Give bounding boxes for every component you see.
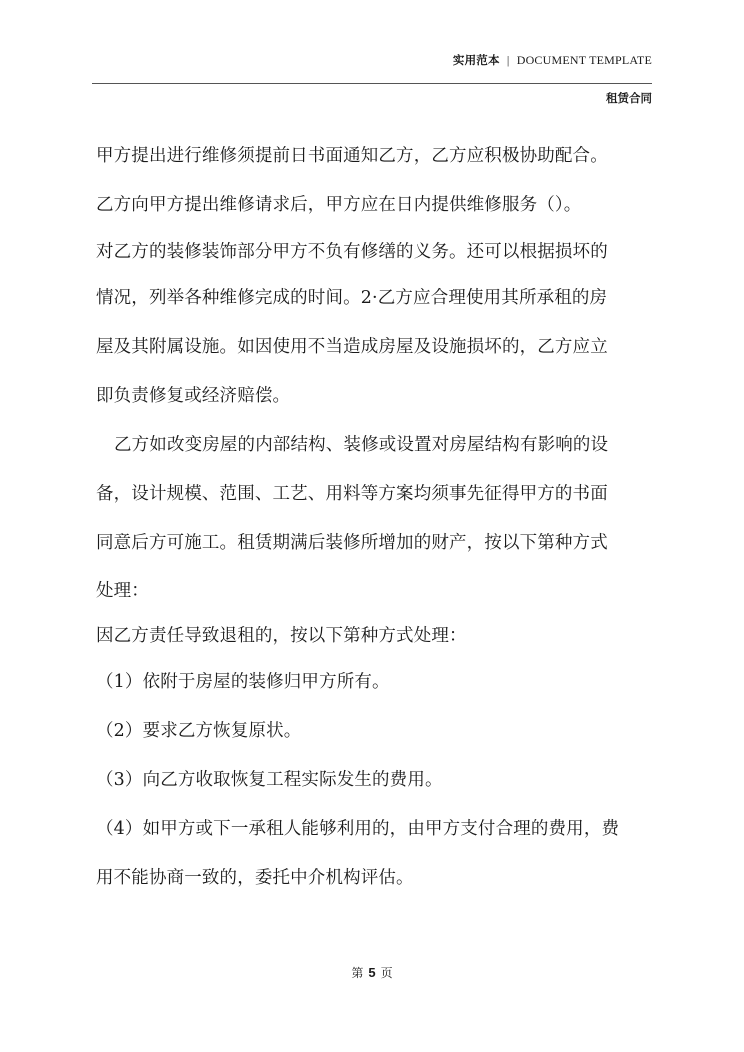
paragraph-line: 乙方如改变房屋的内部结构、装修或设置对房屋结构有影响的设: [114, 435, 609, 455]
header-doc-type: 租赁合同: [606, 91, 652, 105]
page-footer: [0, 964, 744, 981]
header-template-label: DOCUMENT TEMPLATE: [516, 53, 652, 67]
list-item: （1）依附于房屋的装修归甲方所有。: [96, 672, 390, 692]
paragraph-line: 即负责修复或经济赔偿。: [96, 386, 291, 406]
paragraph-line: 因乙方责任导致退租的，按以下第种方式处理：: [96, 626, 467, 646]
paragraph-line: 备，设计规模、范围、工艺、用料等方案均须事先征得甲方的书面: [96, 484, 608, 504]
list-item-continuation: 用不能协商一致的，委托中介机构评估。: [96, 868, 414, 888]
paragraph-line: 同意后方可施工。租赁期满后装修所增加的财产，按以下第种方式: [96, 533, 608, 553]
paragraph-line: 处理：: [96, 581, 149, 601]
footer-prefix: 第: [351, 966, 364, 980]
header-brand: 实用范本: [452, 53, 500, 67]
paragraph-line: 屋及其附属设施。如因使用不当造成房屋及设施损坏的，乙方应立: [96, 337, 608, 357]
list-item: （3）向乙方收取恢复工程实际发生的费用。: [96, 770, 443, 790]
footer-suffix: 页: [380, 966, 393, 980]
header-title: [453, 52, 652, 68]
paragraph-line: 甲方提出进行维修须提前日书面通知乙方，乙方应积极协助配合。: [96, 146, 608, 166]
list-item: （2）要求乙方恢复原状。: [96, 721, 302, 741]
paragraph-line: 对乙方的装修装饰部分甲方不负有修缮的义务。还可以根据损坏的: [96, 242, 608, 262]
document-body: [96, 132, 654, 903]
paragraph-line: 乙方向甲方提出维修请求后，甲方应在日内提供维修服务（）。: [96, 195, 582, 215]
list-item: （4）如甲方或下一承租人能够利用的，由甲方支付合理的费用，费: [96, 819, 620, 839]
header-divider: [92, 83, 652, 84]
paragraph-line: 情况，列举各种维修完成的时间。2·乙方应合理使用其所承租的房: [96, 288, 608, 308]
header-separator: |: [506, 53, 510, 67]
page-number: 5: [368, 965, 376, 980]
